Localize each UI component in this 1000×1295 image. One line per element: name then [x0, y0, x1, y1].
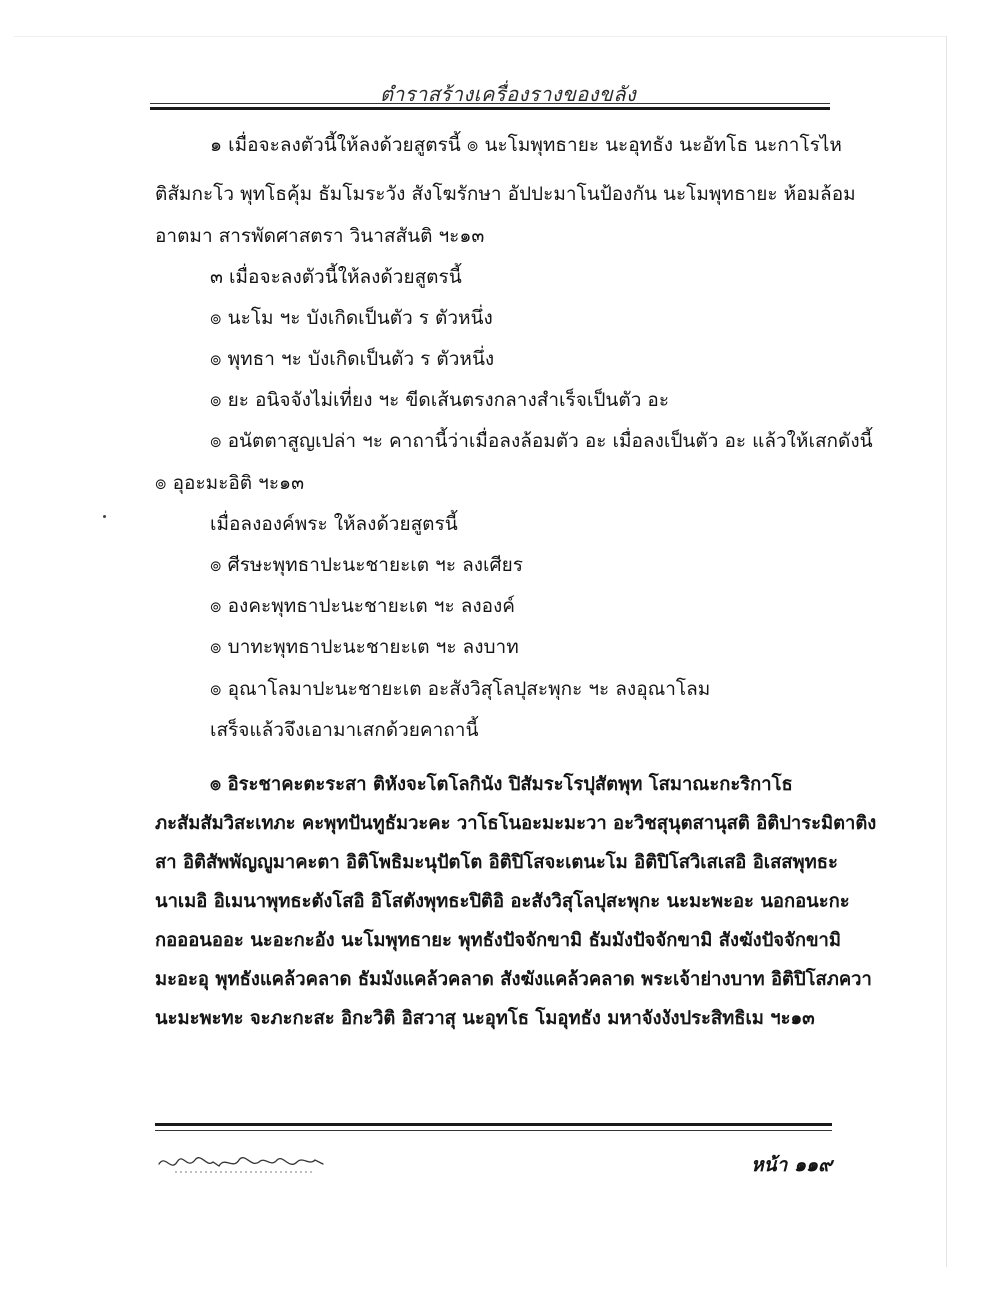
list-item: ๏ บาทะพุทธาปะนะชายะเต ฯะ ลงบาท: [210, 636, 519, 658]
scan-speck: [103, 515, 106, 518]
incantation-paragraph: [155, 765, 877, 1038]
section-2-heading: ๓ เมื่อจะลงตัวนี้ให้ลงด้วยสูตรนี้: [210, 266, 462, 288]
paragraph-line: ๏ อิระชาคะตะระสา ติหังจะโตโลกินัง ปิสัมระโรปุสัตพุท โสมาณะกะริกาโธ: [210, 774, 793, 795]
list-item: ๏ อนัตตาสูญเปล่า ฯะ คาถานี้ว่าเมื่อลงล้อมตัว อะ เมื่อลงเป็นตัว อะ แล้วให้เสกดังนี้: [210, 430, 873, 452]
paragraph-line: กอออนออะ นะอะกะอัง นะโมพุทธายะ พุทธังปัจจักขามิ ธัมมังปัจจักขามิ สังฆังปัจจักขามิ: [155, 930, 842, 951]
signature-image: [155, 1142, 335, 1182]
list-item: ๏ ยะ อนิจจังไม่เที่ยง ฯะ ขีดเส้นตรงกลางสำเร็จเป็นตัว อะ: [210, 389, 670, 411]
header-rule: [150, 103, 830, 104]
section-1-line-1: ๑ เมื่อจะลงตัวนี้ให้ลงด้วยสูตรนี้ ๏ นะโมพุทธายะ นะอุทธัง นะอัทโธ นะกาโรไห: [210, 134, 842, 156]
list-item: ๏ นะโม ฯะ บังเกิดเป็นตัว ร ตัวหนึ่ง: [210, 307, 493, 329]
paragraph-line: นาเมอิ อิเมนาพุทธะตังโสอิ อิโสตังพุทธะปิติอิ อะสังวิสุโลปุสะพุกะ นะมะพะอะ นอกอนะกะ: [155, 891, 850, 912]
paragraph-line: มะอะอุ พุทธังแคล้วคลาด ธัมมังแคล้วคลาด สังฆังแคล้วคลาด พระเจ้าย่างบาท อิติปิโสภควา: [155, 969, 872, 990]
list-item: ๏ องคะพุทธาปะนะชายะเต ฯะ ลงองค์: [210, 595, 516, 617]
page-header: [150, 72, 830, 112]
header-title: ตำราสร้างเครื่องรางของขลัง: [380, 82, 637, 106]
section-1-line-2: ติสัมกะโว พุทโธคุ้ม ธัมโมระวัง สังโฆรักษา อัปปะมาโนป้องกัน นะโมพุทธายะ ห้อมล้อม: [155, 183, 856, 205]
footer-rule: [155, 1130, 832, 1131]
paragraph-line: นะมะพะทะ จะภะกะสะ อิกะวิติ อิสวาสุ นะอุทโธ โมอุทธัง มหาจังงังประสิทธิเม ฯะ๑๓: [155, 1008, 815, 1029]
list-item: ๏ พุทธา ฯะ บังเกิดเป็นตัว ร ตัวหนึ่ง: [210, 348, 495, 370]
instruction-text: เมื่อลงองค์พระ ให้ลงด้วยสูตรนี้: [210, 513, 458, 535]
footer-rule-bold: [155, 1123, 832, 1126]
instruction-text: เสร็จแล้วจึงเอามาเสกด้วยคาถานี้: [210, 719, 479, 741]
paragraph-line: ภะสัมสัมวิสะเทภะ คะพุทปันทูธัมวะคะ วาโธโนอะมะมะวา อะวิชสุนุตสานุสติ อิติปาระมิตาติง: [155, 813, 877, 834]
page-number: หน้า ๑๑๙: [751, 1154, 832, 1176]
header-rule-bold: [150, 107, 830, 110]
list-item: ๏ อุอะมะอิติ ฯะ๑๓: [155, 472, 305, 494]
paragraph-line: สา อิติสัพพัญญูมาคะตา อิติโพธิมะนุปัตโต อิติปิโสจะเตนะโม อิติปิโสวิเสเสอิ อิเสสพุทธะ: [155, 852, 838, 873]
list-item: ๏ อุณาโลมาปะนะชายะเต อะสังวิสุโลปุสะพุกะ ฯะ ลงอุณาโลม: [210, 678, 711, 700]
section-1-line-3: อาตมา สารพัดศาสตรา วินาสสันติ ฯะ๑๓: [155, 225, 485, 247]
list-item: ๏ ศีรษะพุทธาปะนะชายะเต ฯะ ลงเศียร: [210, 554, 523, 576]
